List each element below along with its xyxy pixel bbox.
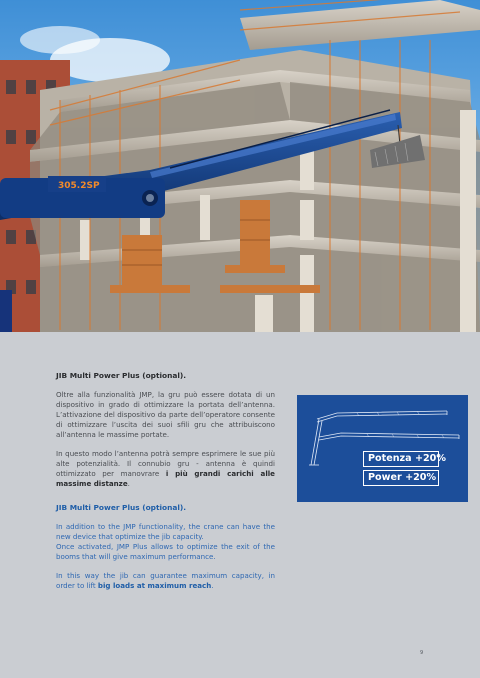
construction-site-illustration <box>0 0 480 332</box>
text-column <box>56 371 275 601</box>
hero-photo-crane-building-site <box>0 0 480 332</box>
page-number: 9 <box>420 650 424 656</box>
paragraph-english-1a: In addition to the JMP functionality, the crane can have the new device that optimize the jib capacity. <box>56 521 275 541</box>
jib-diagram-panel <box>297 395 468 502</box>
emphasis-english: big loads at maximum reach <box>97 581 212 591</box>
crane-model-label: 305.2SP <box>58 181 100 191</box>
emphasis-italian: i più grandi carichi alle massime distanze <box>56 469 275 489</box>
paragraph-italian-2: In questo modo l’antenna potrà sempre esprimere le sue più alte potenzialità. Il connubio gru - antenna è quindi ottimizzato per manovrare i più grandi carichi alle massime distanze. <box>56 449 275 489</box>
heading-italian: JIB Multi Power Plus (optional). <box>56 371 187 380</box>
paragraph-english-1b: Once activated, JMP Plus allows to optimize the exit of the booms that will give maximum performance. <box>56 541 275 561</box>
heading-english: JIB Multi Power Plus (optional). <box>56 502 187 512</box>
badge-potenza: Potenza +20% <box>363 451 439 467</box>
badge-power: Power +20% <box>363 470 439 486</box>
paragraph-italian-1: Oltre alla funzionalità JMP, la gru può essere dotata di un dispositivo in grado di ottimizzare la portata dell’antenna. L’attivazione del dispositivo da parte dell’operatore consente di ottimizzare l’uscita dei suoi sfili gru che attribuiscono all’antenna le massime portate. <box>56 389 275 439</box>
paragraph-english-2: In this way the jib can guarantee maximum capacity, in order to lift big loads at maximum reach. <box>56 571 275 591</box>
